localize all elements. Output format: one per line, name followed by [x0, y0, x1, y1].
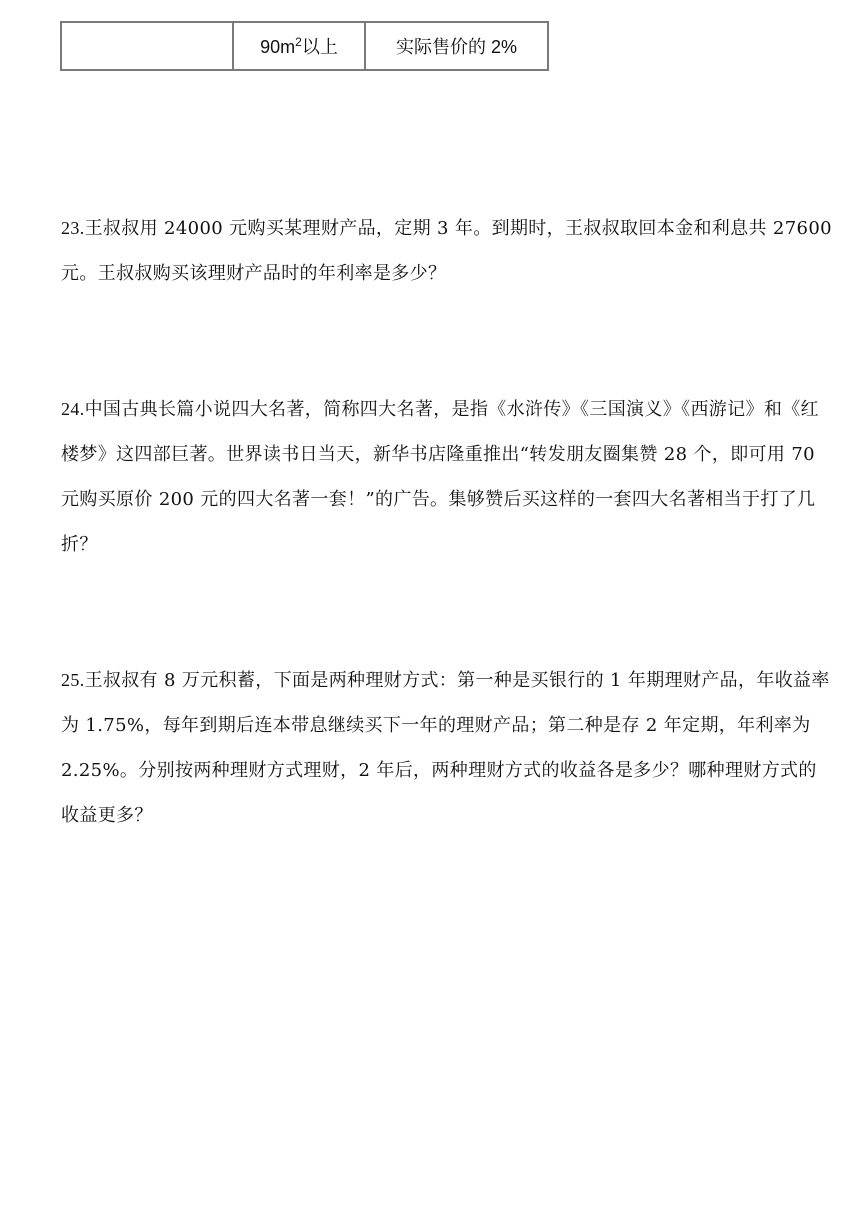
area-unit-exponent: 2 — [295, 35, 302, 49]
table-cell-empty — [61, 22, 233, 70]
question-text: 中国古典长篇小说四大名著，简称四大名著，是指《水浒传》《三国演义》《西游记》和《红楼梦》这四部巨著。世界读书日当天，新华书店隆重推出“转发朋友圈集赞 28 个，即可用 70 元购买原价 200 元的四大名著一套！”的广告。集够赞后买这样的一套四大名著相当于打了几折？ — [61, 399, 819, 555]
question-text: 王叔叔有 8 万元积蓄，下面是两种理财方式：第一种是买银行的 1 年期理财产品，年收益率为 1.75%，每年到期后连本带息继续买下一年的理财产品；第二种是存 2 年定期，年利率为 2.25%。分别按两种理财方式理财，2 年后，两种理财方式的收益各是多少？哪种理财方式的收益更多？ — [61, 670, 830, 826]
question-text: 王叔叔用 24000 元购买某理财产品，定期 3 年。到期时，王叔叔取回本金和利息共 27600 元。王叔叔购买该理财产品时的年利率是多少？ — [61, 218, 832, 284]
table-cell-area — [233, 22, 365, 70]
question-number: 25. — [61, 670, 85, 690]
table-cell-rate: 实际售价的 2% — [365, 22, 548, 70]
tax-rate-table — [60, 21, 549, 71]
question-25 — [61, 658, 833, 838]
area-value: 90m — [260, 37, 296, 57]
question-24 — [61, 387, 833, 567]
question-number: 24. — [61, 399, 85, 419]
question-number: 23. — [61, 218, 85, 238]
area-suffix: 以上 — [301, 37, 338, 57]
question-23 — [61, 206, 833, 296]
table-row — [61, 22, 548, 70]
